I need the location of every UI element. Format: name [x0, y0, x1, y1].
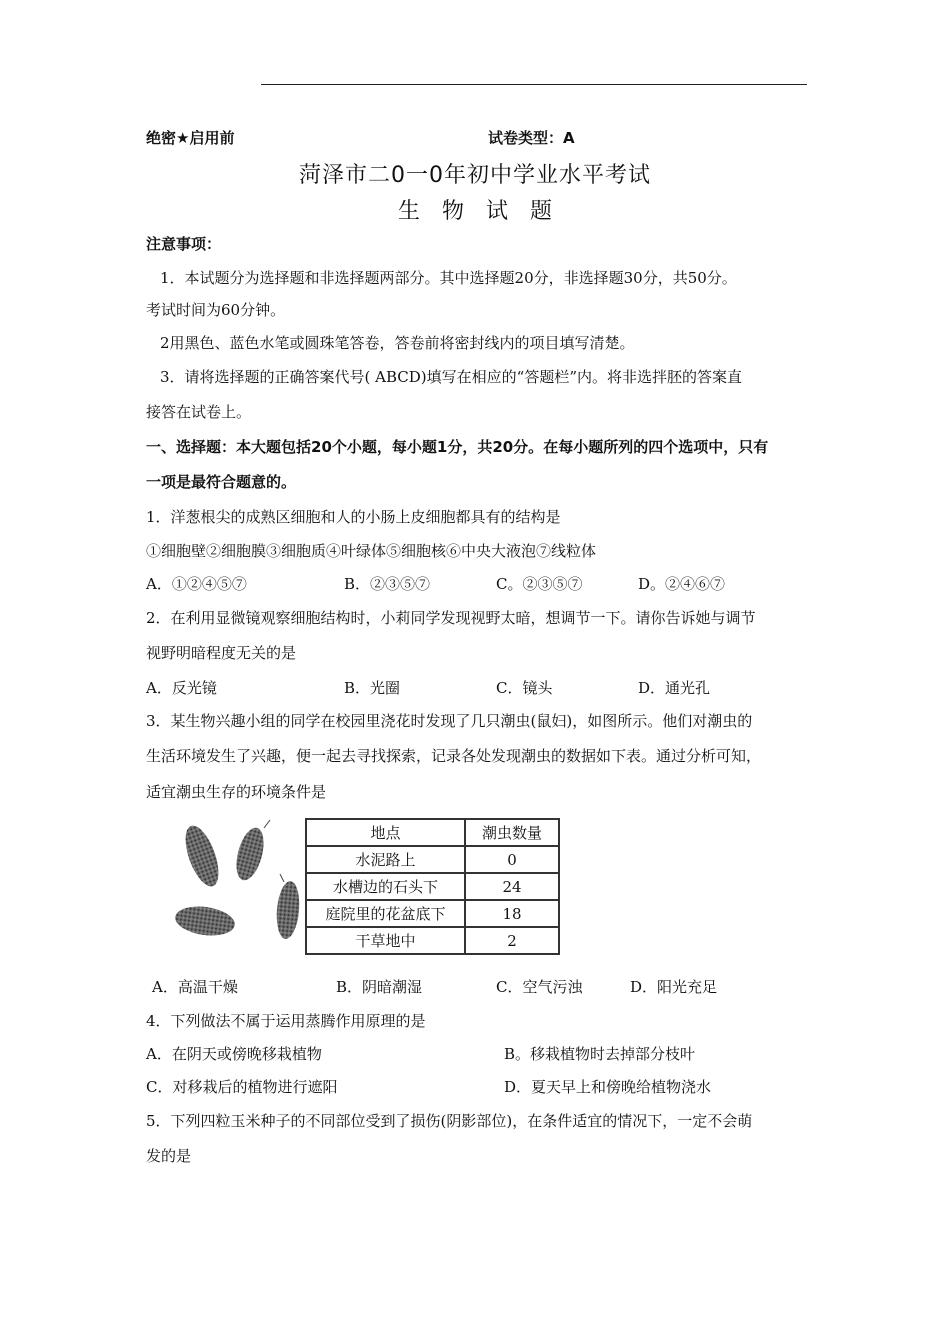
question-4-option-d: D．夏天早上和傍晚给植物浇水 [504, 1078, 712, 1096]
woodlice-illustration [172, 818, 304, 958]
question-3-option-b: B．阴暗潮湿 [336, 978, 423, 996]
section-heading-cont: 一项是最符合题意的。 [146, 473, 297, 491]
question-3-option-c: C．空气污浊 [496, 978, 583, 996]
secret-label: 绝密★启用前 [146, 129, 235, 147]
question-1-option-a: A．①②④⑤⑦ [146, 575, 247, 593]
question-2-option-d: D．通光孔 [638, 679, 711, 697]
section-heading: 一、选择题：本大题包括20个小题，每小题1分，共20分。在每小题所列的四个选项中，只有 [146, 438, 769, 456]
table-header-row [306, 819, 559, 846]
question-3-option-a: A．高温干燥 [152, 978, 238, 996]
woodlouse-icon [231, 825, 268, 883]
table-cell-count: 18 [465, 900, 559, 927]
notice-item-3: 3．请将选择题的正确答案代号( ABCD)填写在相应的“答题栏”内。将非选拌胚的答案直 [160, 368, 742, 386]
question-2-option-b: B．光圈 [344, 679, 401, 697]
woodlouse-icon [275, 880, 302, 940]
question-3-stem-cont2: 适宜潮虫生存的环境条件是 [146, 783, 327, 801]
subject-title: 生物试题 [397, 199, 574, 224]
woodlouse-icon [173, 903, 236, 939]
woodlouse-icon [179, 821, 225, 890]
question-5-stem: 5．下列四粒玉米种子的不同部位受到了损伤(阴影部位)，在条件适宜的情况下，一定不会萌 [146, 1112, 753, 1130]
question-2-option-a: A．反光镜 [146, 679, 217, 697]
question-5-stem-cont: 发的是 [146, 1147, 192, 1165]
table-cell-count: 24 [465, 873, 559, 900]
table-header-count: 潮虫数量 [465, 819, 559, 846]
question-4-stem: 4．下列做法不属于运用蒸腾作用原理的是 [146, 1012, 426, 1030]
question-2-stem-cont: 视野明暗程度无关的是 [146, 644, 297, 662]
question-3-option-d: D．阳光充足 [630, 978, 718, 996]
table-cell-location: 庭院里的花盆底下 [306, 900, 465, 927]
table-row [306, 873, 559, 900]
exam-type: 试卷类型：A [488, 129, 575, 147]
question-4-option-a: A．在阴天或傍晚移栽植物 [146, 1045, 322, 1063]
question-4-option-b: B。移栽植物时去掉部分枝叶 [504, 1045, 696, 1063]
table-header-location: 地点 [306, 819, 465, 846]
question-4-option-c: C．对移栽后的植物进行遮阳 [146, 1078, 338, 1096]
table-cell-count: 2 [465, 927, 559, 954]
notice-item-2: 2用黑色、蓝色水笔或圆珠笔答卷，答卷前将密封线内的项目填写清楚。 [160, 334, 635, 352]
question-1-option-d: D。②④⑥⑦ [638, 575, 726, 593]
question-3-stem: 3．某生物兴趣小组的同学在校园里浇花时发现了几只潮虫(鼠妇)，如图所示。他们对潮虫的 [146, 712, 753, 730]
question-1-option-b: B．②③⑤⑦ [344, 575, 431, 593]
table-row [306, 900, 559, 927]
notice-item-1-cont: 考试时间为60分钟。 [146, 301, 286, 319]
top-rule [261, 84, 807, 85]
question-1-option-c: C。②③⑤⑦ [496, 575, 583, 593]
notice-heading: 注意事项： [146, 235, 222, 253]
table-cell-location: 水槽边的石头下 [306, 873, 465, 900]
table-cell-count: 0 [465, 846, 559, 873]
question-3-stem-cont: 生活环境发生了兴趣，便一起去寻找探索，记录各处发现潮虫的数据如下表。通过分析可知， [146, 747, 762, 765]
exam-title: 菏泽市二0一0年初中学业水平考试 [299, 163, 651, 188]
question-1-stem: 1．洋葱根尖的成熟区细胞和人的小肠上皮细胞都具有的结构是 [146, 508, 561, 526]
notice-item-3-cont: 接答在试卷上。 [146, 403, 252, 421]
table-cell-location: 水泥路上 [306, 846, 465, 873]
question-2-stem: 2．在利用显微镜观察细胞结构时，小莉同学发现视野太暗，想调节一下。请你告诉她与调节 [146, 609, 756, 627]
question-2-option-c: C．镜头 [496, 679, 553, 697]
notice-item-1: 1．本试题分为选择题和非选择题两部分。其中选择题20分，非选择题30分，共50分。 [160, 269, 737, 287]
woodlice-count-table [305, 818, 560, 955]
table-row [306, 846, 559, 873]
table-cell-location: 干草地中 [306, 927, 465, 954]
question-1-items: ①细胞壁②细胞膜③细胞质④叶绿体⑤细胞核⑥中央大液泡⑦线粒体 [146, 542, 597, 560]
table-row [306, 927, 559, 954]
